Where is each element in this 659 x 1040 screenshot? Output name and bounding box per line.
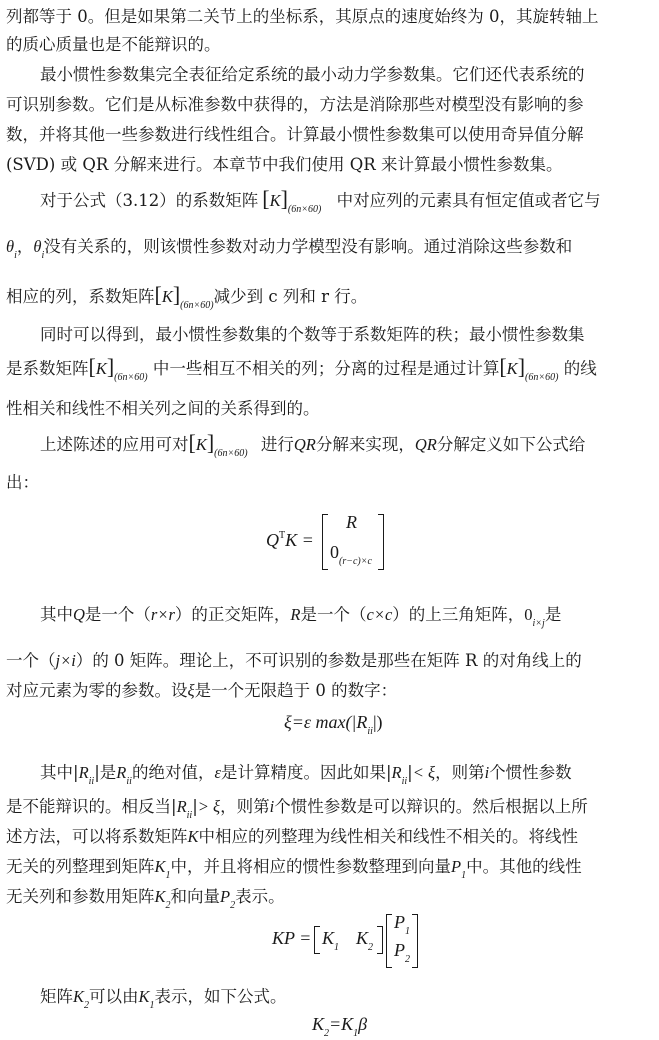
text-line: 的质心质量也是不能辩识的。	[6, 35, 221, 54]
text-line: 一个（j×i）的 0 矩阵。理论上，不可识别的参数是那些在矩阵 R 的对角线上的	[6, 651, 582, 670]
text-line: 相应的列，系数矩阵$[K]_{(6n\times 60)}$减少到 c 列和 r 行。	[6, 282, 368, 311]
text-line: 矩阵$K_2$可以由$K_1$表示，如下公式。	[40, 987, 287, 1011]
text-line: 对于公式（3.12）的系数矩阵 $[K]_{(6n\times 60)}$ 中对应列的元素具有恒定值或者它与	[40, 186, 601, 215]
text-line: 性相关和线性不相关列之间的关系得到的。	[6, 399, 320, 418]
text-line: 是不能辩识的。相反当$|R_{ii}|> \xi$，则第i个惯性参数是可以辩识的。然后根据以上所	[6, 797, 588, 821]
text-line: 其中Q是一个（r×r）的正交矩阵，R是一个（c×c）的上三角矩阵，$0_{i\times j}$是	[40, 605, 562, 629]
text-line: 数，并将其他一些参数进行线性组合。计算最小惯性参数集可以使用奇异值分解	[6, 125, 584, 144]
text-line: (SVD) 或 QR 分解来进行。本章节中我们使用 QR 来计算最小惯性参数集。	[6, 155, 563, 174]
text-line: 是系数矩阵$[K]_{(6n\times 60)}$ 中一些相互不相关的列；分离的过程是通过计算$[K]_{(6n\times 60)}$ 的线	[6, 354, 597, 383]
text-line: 无关列和参数用矩阵$K_2$和向量$P_2$表示。	[6, 887, 285, 911]
equation-threshold: ξ=ε $\max(|R_{ii}|)$	[284, 712, 383, 737]
text-line: 对应元素为零的参数。设ξ是一个无限趋于 0 的数字：	[6, 681, 398, 700]
text-line: 述方法，可以将系数矩阵K中相应的列整理为线性相关和线性不相关的。将线性	[6, 827, 579, 846]
text-line: 列都等于 0。但是如果第二关节上的坐标系，其原点的速度始终为 0，其旋转轴上	[6, 7, 599, 26]
text-line: 无关的列整理到矩阵$K_1$中，并且将相应的惯性参数整理到向量$P_1$中。其他的线性	[6, 857, 582, 881]
text-line: 可识别参数。它们是从标准参数中获得的，方法是消除那些对模型没有影响的参	[6, 95, 584, 114]
text-line: $\theta_i$，$\thetȧ_i$没有关系的，则该惯性参数对动力学模型没有影响。通过消除这些参数和	[6, 237, 573, 261]
text-line: 最小惯性参数集完全表征给定系统的最小动力学参数集。它们还代表系统的	[40, 65, 585, 84]
text-line: 同时可以得到，最小惯性参数集的个数等于系数矩阵的秩；最小惯性参数集	[40, 325, 585, 344]
text-line: 上述陈述的应用可对$[K]_{(6n\times 60)}$ 进行QR分解来实现，QR分解定义如下公式给	[40, 430, 586, 459]
equation-k2: $K_2=K_1\beta$	[312, 1014, 368, 1039]
text-line: 出：	[6, 473, 39, 492]
text-line: 其中$|R_{ii}|$是$R_{ii}$的绝对值，ε是计算精度。因此如果$|R_{ii}|< \xi$，则第i个惯性参数	[40, 763, 572, 787]
